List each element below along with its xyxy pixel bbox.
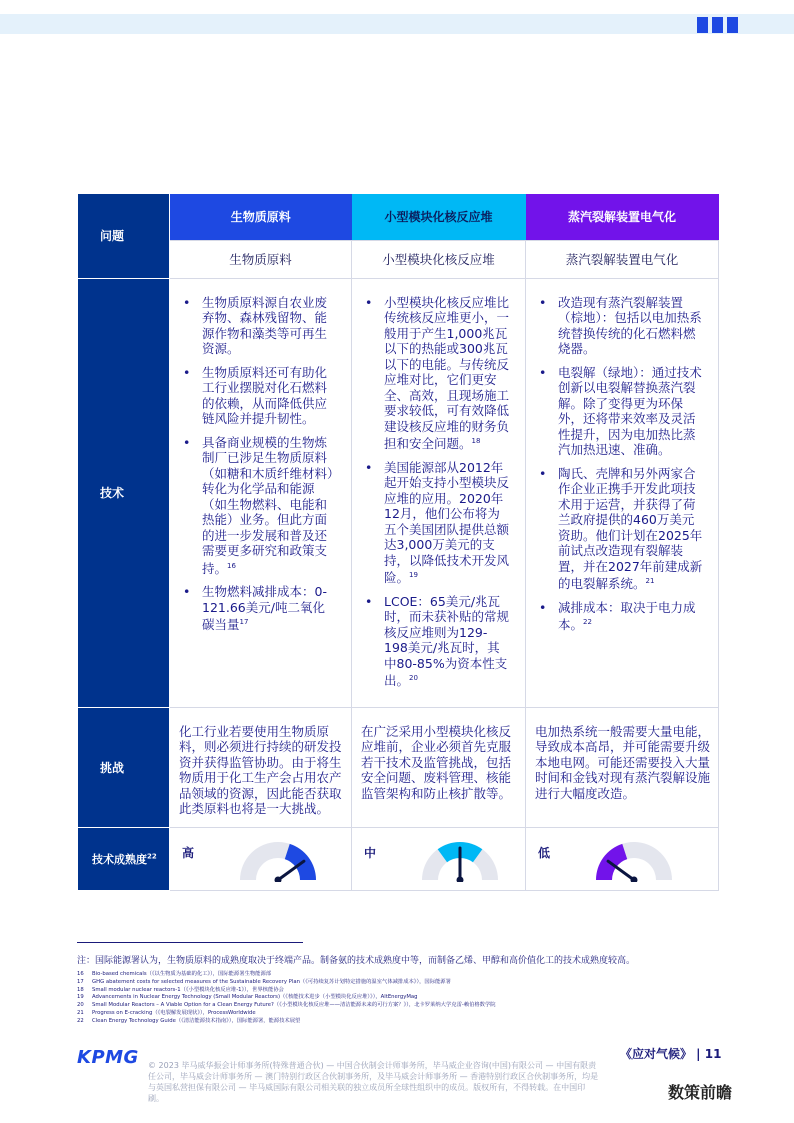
maturity-biomass — [170, 827, 352, 890]
tech-bullet: • 具备商业规模的生物炼制厂已涉足生物质原料（如糖和木质纤维材料）转化为化学品和能源（如生物燃料、电能和热能）业务。但此方面的进一步发展和普及还需要更多研究和政策支持。$^{16}$ — [180, 435, 337, 577]
tech-bullet: • 美国能源部从2012年起开始支持小型模块反应堆的应用。2020年12月，他们公布将为五个美国团队提供总额达3,000万美元的支持，以降低技术开发风险。$^{19}$ — [362, 460, 511, 586]
footnote-ref: 19 — [409, 571, 418, 580]
subheader-smr: 小型模块化核反应堆 — [352, 240, 526, 278]
maturity-gauge — [594, 834, 674, 882]
row-label-maturity: 技术成熟度$^{22}$ — [78, 827, 170, 890]
tech-cell-electrification — [526, 278, 719, 707]
corner-square — [712, 17, 723, 33]
corner-square — [697, 17, 708, 33]
kpmg-logo: KPMG — [77, 1047, 139, 1068]
tech-bullet: • LCOE：65美元/兆瓦时，而未获补贴的常规核反应堆则为129-198美元/兆瓦时，其中80-85%为资本性支出。$^{20}$ — [362, 594, 511, 689]
footnote-ref: 17 — [239, 618, 249, 627]
row-label-issue: 问题 — [78, 194, 170, 279]
row-label-tech: 技术 — [78, 278, 170, 707]
tech-bullet: • 生物质原料还可有助化工行业摆脱对化石燃料的依赖，从而降低供应链风险并提升韧性。 — [180, 365, 337, 427]
footnote-ref: 21 — [645, 577, 655, 585]
corner-square — [727, 17, 738, 33]
reference-list — [77, 971, 496, 1026]
column-header-smr: 小型模块化核反应堆 — [352, 194, 526, 241]
reference-item: 19 Advancements in Nuclear Energy Technology (Small Modular Reactors)（《核能技术进步（小型模块化反应堆）》），AltEnergyMag — [77, 994, 418, 1001]
copyright-text: © 2023 毕马威华振会计师事务所(特殊普通合伙) — 中国合伙制会计师事务所，毕马威企业咨询(中国)有限公司 — 中国有限责任公司，毕马威会计师事务所 — 澳门特别行政区合伙制事务所，及毕马威会计师事务所 — 香港特别行政区合伙制事务所，均是与英国私营担保有限公司 — 毕马威国际有限公司相关联的独立成员所全球性组织中的成员。版权所有，不得转载。在中国印刷。 — [148, 1061, 599, 1103]
reference-item: 21 Progress on E-cracking（《电裂解发展现状》），ProcessWorldwide — [77, 1009, 256, 1016]
column-header-electrification: 蒸汽裂解装置电气化 — [526, 194, 719, 241]
row-label-challenge: 挑战 — [78, 707, 170, 827]
footnote-ref: 20 — [409, 674, 418, 683]
tech-bullet: • 减排成本：取决于电力成本。$^{22}$ — [536, 600, 704, 633]
column-header-biomass: 生物质原料 — [170, 194, 352, 241]
maturity-gauge — [420, 834, 500, 882]
top-band — [0, 14, 794, 34]
tech-cell-smr — [352, 278, 526, 707]
tech-bullet: • 改造现有蒸汽裂解装置（棕地）：包括以电加热系统替换传统的化石燃料燃烧器。 — [536, 295, 704, 357]
reference-item: 20 Small Modular Reactors – A Viable Option for a Clean Energy Future?（《小型模块化核反应堆——清洁能源未来的可行方案？》），北卡罗莱纳大学克雷-赖伯格数学院 — [77, 1002, 496, 1009]
footnote-ref: 22 — [583, 618, 592, 627]
subheader-electrification: 蒸汽裂解装置电气化 — [526, 240, 719, 278]
maturity-level-label: 高 — [182, 845, 195, 860]
footnote-divider — [77, 942, 303, 943]
maturity-gauge — [238, 834, 318, 882]
maturity-electrification — [526, 827, 719, 890]
tech-bullet: • 小型模块化核反应堆比传统核反应堆更小，一般用于产生1,000兆瓦以下的热能或300兆瓦以下的电能。与传统反应堆对比，它们更安全、高效，且现场施工要求较低，可有效降低建设核反应堆的财务负担和安全问题。$^{18}$ — [362, 295, 511, 452]
reference-item: 18 Small modular nuclear reactors-1（《小型模块化核反应堆-1》），世界核能协会 — [77, 986, 284, 993]
technology-table — [77, 193, 719, 891]
reference-item: 16 Bio-based chemicals（《以生物质为基础的化工》），国际能源署生物能源部 — [77, 971, 272, 977]
maturity-smr — [352, 827, 526, 890]
maturity-level-label: 中 — [364, 845, 377, 860]
footnote-ref: 18 — [471, 437, 481, 445]
maturity-level-label: 低 — [538, 845, 551, 860]
subheader-biomass: 生物质原料 — [170, 240, 352, 278]
document-title: 《应对气候》 | 11 — [620, 1047, 722, 1061]
footnote-text: 注：国际能源署认为，生物质原料的成熟度取决于终端产品。制备氨的技术成熟度中等，而制备乙烯、甲醇和高价值化工的技术成熟度较高。 — [77, 956, 636, 966]
footnote-ref: 16 — [227, 561, 236, 570]
watermark: 数策前瞻 — [668, 1083, 733, 1102]
tech-cell-biomass — [170, 278, 352, 707]
gauge-hub — [457, 876, 464, 882]
tech-bullet: • 生物燃料减排成本：0-121.66美元/吨二氧化碳当量$^{17}$ — [180, 584, 337, 633]
reference-item: 22 Clean Energy Technology Guide（《清洁能源技术指南》），国际能源署，能源技术展望 — [77, 1017, 301, 1024]
tech-bullet: • 陶氏、壳牌和另外两家合作企业正携手开发此项技术用于运营，并获得了荷兰政府提供的460万美元资助。他们计划在2025年前试点改造现有裂解装置，并在2027年前建成新的电裂解系统。$^{21}$ — [536, 466, 704, 592]
tech-bullet: • 电裂解（绿地）：通过技术创新以电裂解替换蒸汽裂解。除了变得更为环保外，还将带来效率及灵活性提升，因为电加热比蒸汽加热迅速、准确。 — [536, 365, 704, 458]
reference-item: 17 GHG abatement costs for selected measures of the Sustainable Recovery Plan（《可持续复苏计划特定措施的温室气体减排成本》），国际能源署 — [77, 978, 451, 985]
challenge-electrification: 电加热系统一般需要大量电能，导致成本高昂，并可能需要升级本地电网。可能还需要投入大量时间和金钱对现有蒸汽裂解设施进行大幅度改造。 — [526, 707, 719, 827]
challenge-biomass: 化工行业若要使用生物质原料，则必须进行持续的研发投资并获得监管协助。由于将生物质用于化工生产会占用农产品领域的资源，因此能否获取此类原料也将是一大挑战。 — [170, 707, 352, 827]
tech-bullet: • 生物质原料源自农业废弃物、森林残留物、能源作物和藻类等可再生资源。 — [180, 295, 337, 357]
challenge-smr: 在广泛采用小型模块化核反应堆前，企业必须首先克服若干技术及监管挑战，包括安全问题、废料管理、核能监管架构和防止核扩散等。 — [352, 707, 526, 827]
